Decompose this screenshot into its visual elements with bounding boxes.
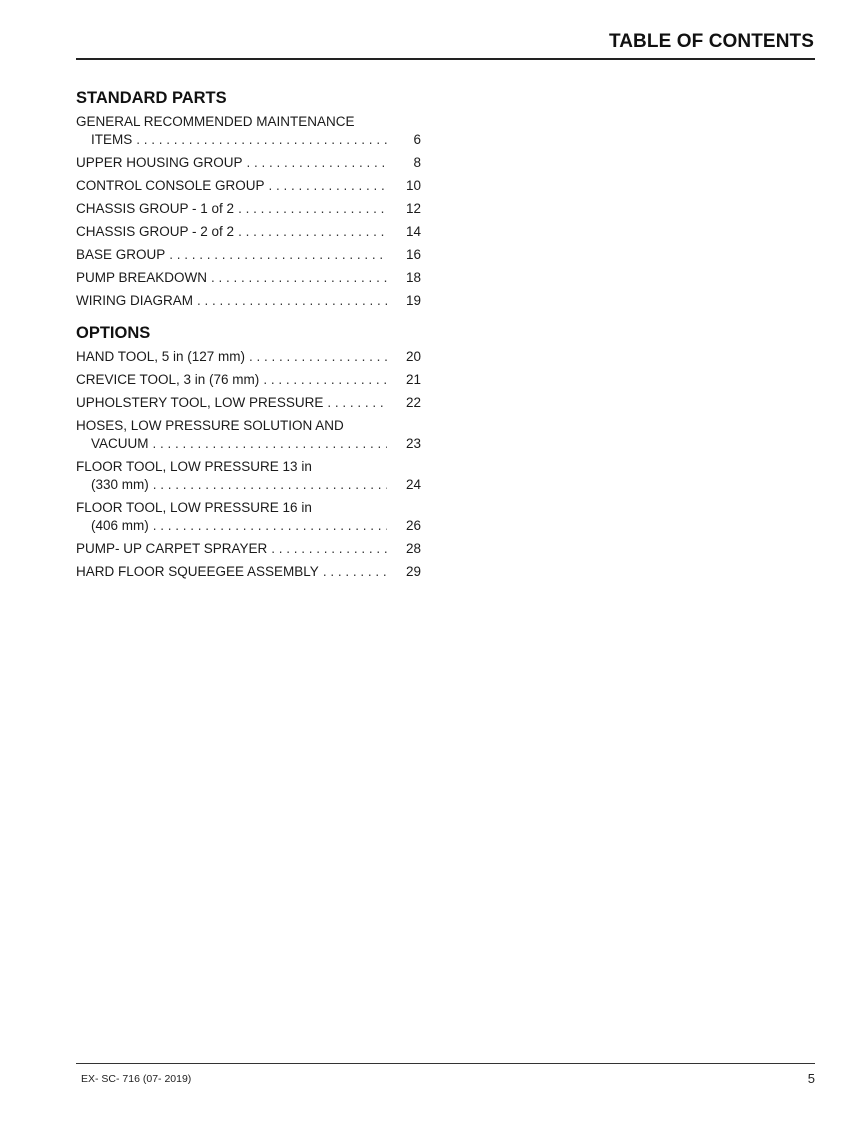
toc-entry[interactable] (76, 223, 421, 241)
toc-entry-row (76, 435, 421, 453)
toc-entry-page: 29 (405, 564, 421, 579)
toc-entry-title-line: HOSES, LOW PRESSURE SOLUTION AND (76, 418, 344, 433)
toc-entry-page: 14 (405, 224, 421, 239)
header-divider (76, 58, 815, 60)
page-title: TABLE OF CONTENTS (608, 31, 814, 52)
toc-entry-row (76, 540, 421, 558)
toc-entry-row (76, 517, 421, 535)
dot-leader (238, 223, 387, 241)
toc-entry[interactable] (76, 394, 421, 412)
toc-entry-row (76, 563, 421, 581)
toc-entry[interactable] (76, 154, 421, 172)
toc-entry-title-line: FLOOR TOOL, LOW PRESSURE 13 in (76, 459, 312, 474)
toc-entry-page: 21 (405, 372, 421, 387)
toc-entry-row (76, 269, 421, 287)
toc-entry[interactable] (76, 540, 421, 558)
toc-entry-page: 18 (405, 270, 421, 285)
toc-entry[interactable] (76, 499, 421, 535)
toc-entry-row (76, 292, 421, 310)
dot-leader (211, 269, 387, 287)
toc-entry-page: 24 (405, 477, 421, 492)
dot-leader (238, 200, 387, 218)
dot-leader (169, 246, 387, 264)
dot-leader (269, 177, 387, 195)
toc-entry-row (76, 476, 421, 494)
toc-entry-row (76, 154, 421, 172)
toc-entry-label: UPPER HOUSING GROUP (76, 155, 243, 170)
toc-entry-row (76, 223, 421, 241)
section-heading: OPTIONS (76, 324, 151, 342)
toc-entry-page: 12 (405, 201, 421, 216)
table-of-contents (76, 88, 421, 586)
toc-entry-page: 16 (405, 247, 421, 262)
dot-leader (323, 563, 387, 581)
toc-entry-row (76, 371, 421, 389)
toc-entry-label: PUMP- UP CARPET SPRAYER (76, 541, 268, 556)
toc-entry-label: ITEMS (91, 132, 133, 147)
toc-entry-label: PUMP BREAKDOWN (76, 270, 208, 285)
toc-entry-row (76, 246, 421, 264)
section-heading: STANDARD PARTS (76, 89, 227, 107)
toc-entry-row (76, 177, 421, 195)
dot-leader (247, 154, 387, 172)
toc-entry-page: 26 (405, 518, 421, 533)
toc-entry-row (76, 348, 421, 366)
toc-entry[interactable] (76, 269, 421, 287)
toc-entry[interactable] (76, 113, 421, 149)
dot-leader (153, 476, 387, 494)
toc-entry-page: 22 (405, 395, 421, 410)
toc-entry-label: CONTROL CONSOLE GROUP (76, 178, 265, 193)
toc-entry-page: 23 (405, 436, 421, 451)
toc-entry-label: CHASSIS GROUP - 1 of 2 (76, 201, 235, 216)
footer-divider (76, 1063, 815, 1064)
toc-entry-row (76, 200, 421, 218)
page-number: 5 (807, 1071, 815, 1086)
toc-entry-page: 19 (405, 293, 421, 308)
dot-leader (136, 131, 387, 149)
toc-entry-page: 10 (405, 178, 421, 193)
toc-entry-label: (330 mm) (91, 477, 149, 492)
dot-leader (197, 292, 387, 310)
toc-entry-label: VACUUM (91, 436, 149, 451)
dot-leader (271, 540, 387, 558)
dot-leader (153, 435, 387, 453)
toc-entry[interactable] (76, 292, 421, 310)
toc-entry-row (76, 394, 421, 412)
toc-entry-label: CHASSIS GROUP - 2 of 2 (76, 224, 235, 239)
dot-leader (327, 394, 387, 412)
toc-entry[interactable] (76, 348, 421, 366)
toc-entry-label: (406 mm) (91, 518, 149, 533)
toc-entry[interactable] (76, 246, 421, 264)
toc-entry[interactable] (76, 563, 421, 581)
toc-entry-page: 20 (405, 349, 421, 364)
dot-leader (249, 348, 387, 366)
toc-entry-label: WIRING DIAGRAM (76, 293, 193, 308)
toc-entry-label: CREVICE TOOL, 3 in (76 mm) (76, 372, 260, 387)
toc-entry-page: 8 (413, 155, 421, 170)
toc-entry[interactable] (76, 458, 421, 494)
toc-entry-label: BASE GROUP (76, 247, 166, 262)
toc-entry[interactable] (76, 177, 421, 195)
document-code: EX- SC- 716 (07- 2019) (81, 1073, 192, 1085)
dot-leader (263, 371, 387, 389)
toc-entry-page: 28 (405, 541, 421, 556)
toc-entry-label: HAND TOOL, 5 in (127 mm) (76, 349, 246, 364)
toc-entry[interactable] (76, 200, 421, 218)
toc-entry-label: UPHOLSTERY TOOL, LOW PRESSURE (76, 395, 324, 410)
toc-entry-page: 6 (413, 132, 421, 147)
toc-entry[interactable] (76, 417, 421, 453)
toc-entry-label: HARD FLOOR SQUEEGEE ASSEMBLY (76, 564, 319, 579)
toc-entry-title-line: GENERAL RECOMMENDED MAINTENANCE (76, 114, 355, 129)
toc-entry[interactable] (76, 371, 421, 389)
toc-entry-title-line: FLOOR TOOL, LOW PRESSURE 16 in (76, 500, 312, 515)
toc-entry-row (76, 131, 421, 149)
dot-leader (153, 517, 387, 535)
